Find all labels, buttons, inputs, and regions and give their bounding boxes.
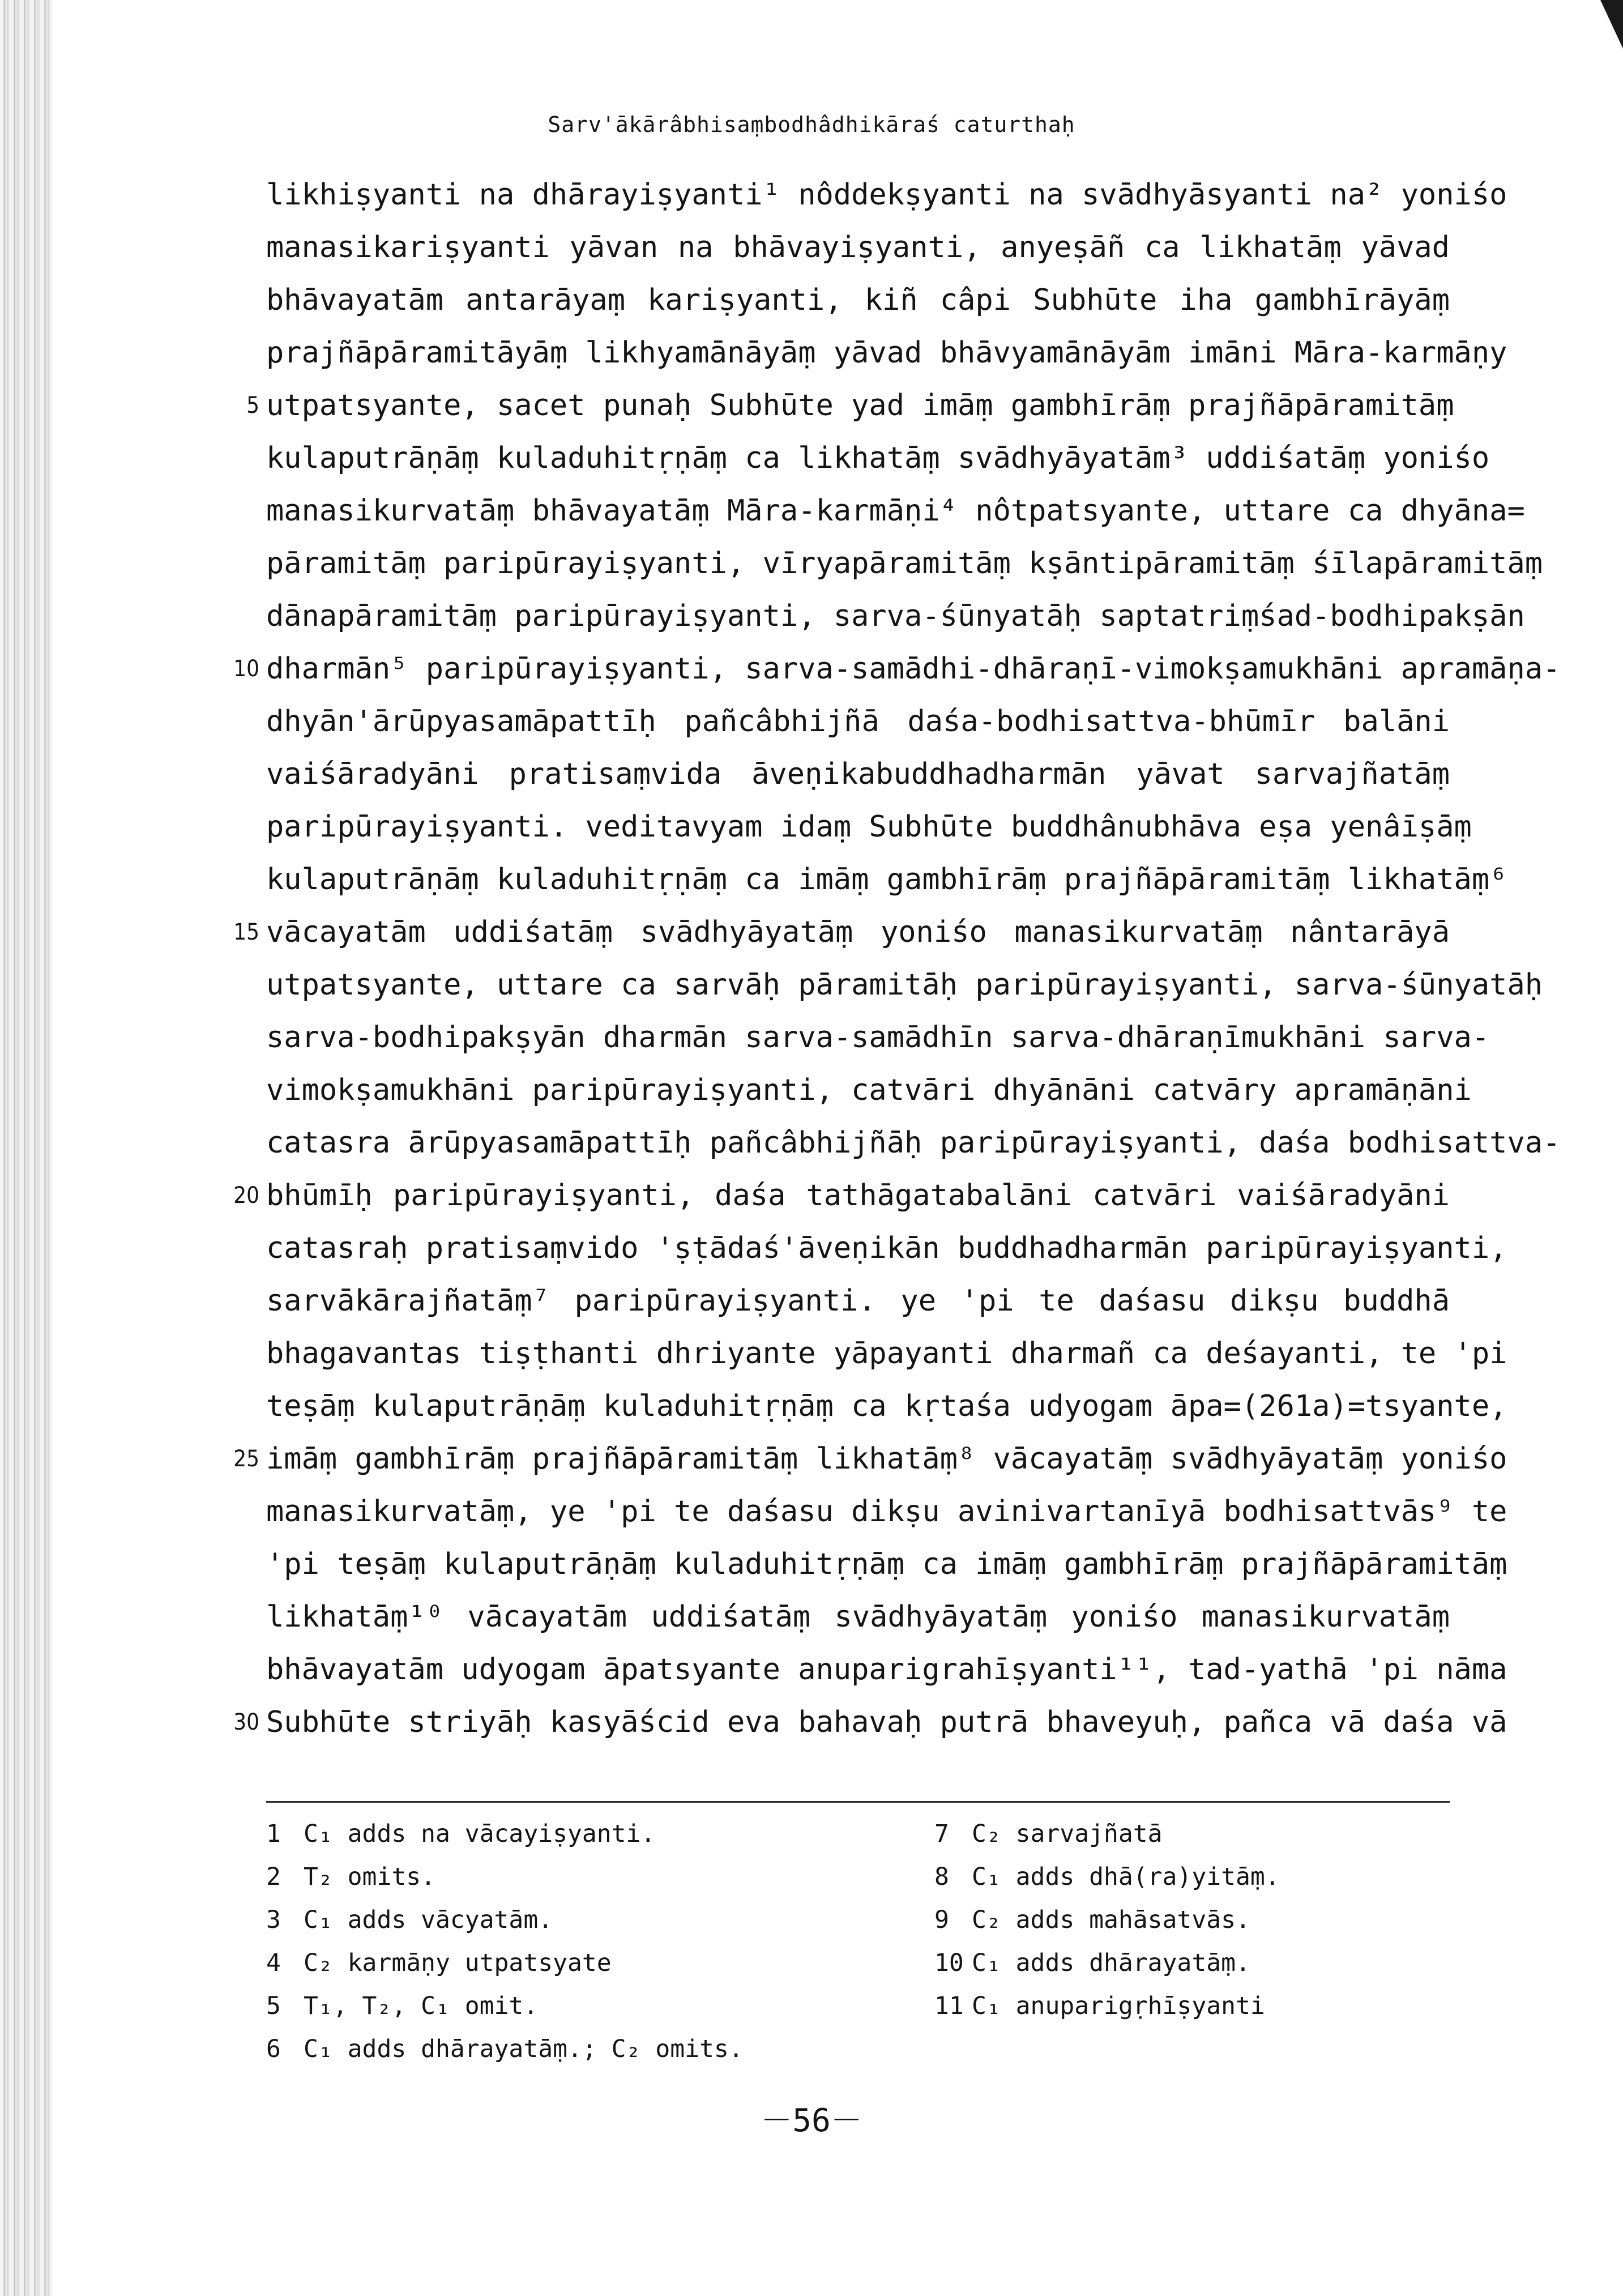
footnotes-left-column [266,1812,776,2071]
line-number: 10 [233,656,259,682]
footnote [934,1941,1444,1985]
text-line [266,1644,1507,1696]
footnote-number: 11 [934,1992,964,2020]
footnote [266,1855,776,1898]
footnotes-right-column [934,1812,1444,2028]
line-text: teṣāṃ kulaputrāṇāṃ kuladuhitṛṇāṃ ca kṛtaśa udyogam āpa=(261a)=tsyante, [266,1389,1507,1423]
line-number: 5 [246,392,259,419]
line-text: kulaputrāṇāṃ kuladuhitṛṇāṃ ca likhatāṃ svādhyāyatām³ uddiśatāṃ yoniśo [266,441,1490,475]
footnote-number: 7 [934,1820,949,1848]
text-line [266,327,1507,379]
line-text: catasra ārūpyasamāpattīḥ pañcâbhijñāḥ paripūrayiṣyanti, daśa bodhisattva- [266,1126,1561,1160]
text-line [266,853,1507,906]
line-text: 'pi teṣāṃ kulaputrāṇāṃ kuladuhitṛṇāṃ ca imāṃ gambhīrāṃ prajñāpāramitāṃ [266,1547,1507,1581]
text-line [233,906,1450,959]
footnote-text: C₂ adds mahāsatvās. [972,1906,1250,1934]
running-head: Sarv'ākārâbhisaṃbodhâdhikāraś caturthaḥ [548,112,1075,137]
line-text: vaiśāradyāni pratisaṃvida āveṇikabuddhadharmān yāvat sarvajñatāṃ [266,757,1450,791]
footnote-text: T₁, T₂, C₁ omit. [304,1992,539,2020]
line-text: prajñāpāramitāyāṃ likhyamānāyāṃ yāvad bhāvyamānāyām imāni Māra-karmāṇy [266,336,1507,370]
text-line [266,485,1525,537]
text-line [266,537,1543,590]
line-text: manasikariṣyanti yāvan na bhāvayiṣyanti, anyeṣāñ ca likhatāṃ yāvad [266,231,1450,264]
footnote-number: 4 [266,1949,281,1977]
text-line [233,1696,1507,1749]
main-text [233,169,1561,1749]
text-line [266,695,1450,748]
footnote-number: 10 [934,1949,964,1977]
line-text: utpatsyante, uttare ca sarvāḥ pāramitāḥ paripūrayiṣyanti, sarva-śūnyatāḥ [266,968,1543,1002]
text-line [233,1433,1507,1486]
line-text: vimokṣamukhāni paripūrayiṣyanti, catvāri dhyānāni catvāry apramāṇāni [266,1073,1472,1107]
text-line [233,643,1561,695]
footnote-number: 8 [934,1863,949,1891]
line-number: 15 [233,919,259,945]
footnote-rule [266,1801,1450,1803]
footnote-number: 3 [266,1906,281,1934]
text-line [266,1486,1507,1538]
line-text: catasraḥ pratisaṃvido 'ṣṭādaś'āveṇikān buddhadharmān paripūrayiṣyanti, [266,1231,1507,1265]
line-text: imāṃ gambhīrāṃ prajñāpāramitāṃ likhatāṃ⁸ vācayatāṃ svādhyāyatāṃ yoniśo [266,1442,1507,1476]
line-text: Subhūte striyāḥ kasyāścid eva bahavaḥ putrā bhaveyuḥ, pañca vā daśa vā [266,1705,1507,1739]
line-text: likhiṣyanti na dhārayiṣyanti¹ nôddekṣyanti na svādhyāsyanti na² yoniśo [266,178,1507,212]
page-corner-shadow [1600,0,1623,49]
text-line [266,959,1543,1012]
footnote-text: C₁ adds dhārayatāṃ.; C₂ omits. [304,2035,744,2063]
text-line [233,1170,1450,1222]
line-text: manasikurvatāṃ bhāvayatāṃ Māra-karmāṇi⁴ nôtpatsyante, uttare ca dhyāna= [266,494,1525,528]
text-line [266,1117,1561,1170]
line-text: pāramitāṃ paripūrayiṣyanti, vīryapāramitāṃ kṣāntipāramitāṃ śīlapāramitāṃ [266,547,1543,581]
text-line [266,1064,1472,1117]
footnote [266,1941,776,1985]
text-line [266,274,1450,327]
line-text: dānapāramitāṃ paripūrayiṣyanti, sarva-śūnyatāḥ saptatriṃśad-bodhipakṣān [266,599,1525,633]
line-text: likhatāṃ¹⁰ vācayatām uddiśatāṃ svādhyāyatāṃ yoniśo manasikurvatāṃ [266,1600,1450,1634]
footnote [934,1985,1444,2028]
line-text: manasikurvatāṃ, ye 'pi te daśasu dikṣu avinivartanīyā bodhisattvās⁹ te [266,1495,1507,1529]
footnote-text: C₁ adds vācyatām. [304,1906,553,1934]
text-line [246,379,1454,432]
footnote [934,1898,1444,1941]
line-number: 30 [233,1709,259,1735]
text-line [266,1538,1507,1591]
line-text: bhāvayatām antarāyaṃ kariṣyanti, kiñ câpi Subhūte iha gambhīrāyāṃ [266,283,1450,317]
footnote [934,1855,1444,1898]
text-line [266,1328,1507,1380]
text-line [266,1275,1450,1328]
footnote [266,1985,776,2028]
footnote-text: C₁ adds dhā(ra)yitāṃ. [972,1863,1280,1891]
line-text: kulaputrāṇāṃ kuladuhitṛṇāṃ ca imāṃ gambhīrāṃ prajñāpāramitāṃ likhatāṃ⁶ [266,863,1507,897]
footnote-number: 6 [266,2035,281,2063]
footnote [266,1812,776,1855]
footnote-text: C₁ anuparigṛhīṣyanti [972,1992,1265,2020]
text-line [266,1012,1490,1064]
footnote-text: C₁ adds dhārayatāṃ. [972,1949,1250,1977]
line-text: bhūmīḥ paripūrayiṣyanti, daśa tathāgatabalāni catvāri vaiśāradyāni [266,1179,1450,1213]
text-line [266,1591,1450,1644]
line-text: dhyān'ārūpyasamāpattīḥ pañcâbhijñā daśa-bodhisattva-bhūmīr balāni [266,705,1450,739]
footnote-number: 9 [934,1906,949,1934]
footnote [266,1898,776,1941]
footnote-text: C₂ karmāṇy utpatsyate [304,1949,612,1977]
line-text: sarvākārajñatāṃ⁷ paripūrayiṣyanti. ye 'pi te daśasu dikṣu buddhā [266,1284,1450,1318]
footnote-number: 2 [266,1863,281,1891]
binding-edge [0,0,52,2296]
footnote-text: T₂ omits. [304,1863,435,1891]
footnote-text: C₂ sarvajñatā [972,1820,1163,1848]
footnote-number: 5 [266,1992,281,2020]
footnote-number: 1 [266,1820,281,1848]
line-text: bhāvayatām udyogam āpatsyante anuparigrahīṣyanti¹¹, tad-yathā 'pi nāma [266,1653,1507,1687]
line-text: bhagavantas tiṣṭhanti dhriyante yāpayanti dharmañ ca deśayanti, te 'pi [266,1337,1507,1371]
text-line [266,1380,1507,1433]
line-text: paripūrayiṣyanti. veditavyam idaṃ Subhūte buddhânubhāva eṣa yenâīṣāṃ [266,810,1472,844]
text-line [266,1222,1507,1275]
line-text: utpatsyante, sacet punaḥ Subhūte yad imāṃ gambhīrāṃ prajñāpāramitāṃ [266,389,1454,423]
text-line [266,590,1525,643]
line-text: vācayatām uddiśatāṃ svādhyāyatāṃ yoniśo manasikurvatāṃ nântarāyā [266,915,1450,949]
page-number: －56－ [761,2102,862,2139]
footnote-text: C₁ adds na vācayiṣyanti. [304,1820,656,1848]
line-number: 20 [233,1183,259,1209]
line-text: sarva-bodhipakṣyān dharmān sarva-samādhīn sarva-dhāraṇīmukhāni sarva- [266,1021,1490,1055]
text-line [266,169,1507,221]
footnote [266,2028,776,2071]
footnote [934,1812,1444,1855]
text-line [266,432,1490,485]
line-text: dharmān⁵ paripūrayiṣyanti, sarva-samādhi-dhāraṇī-vimokṣamukhāni apramāṇa- [266,652,1561,686]
text-line [266,801,1472,853]
text-line [266,748,1450,801]
line-number: 25 [233,1446,259,1472]
text-line [266,221,1450,274]
